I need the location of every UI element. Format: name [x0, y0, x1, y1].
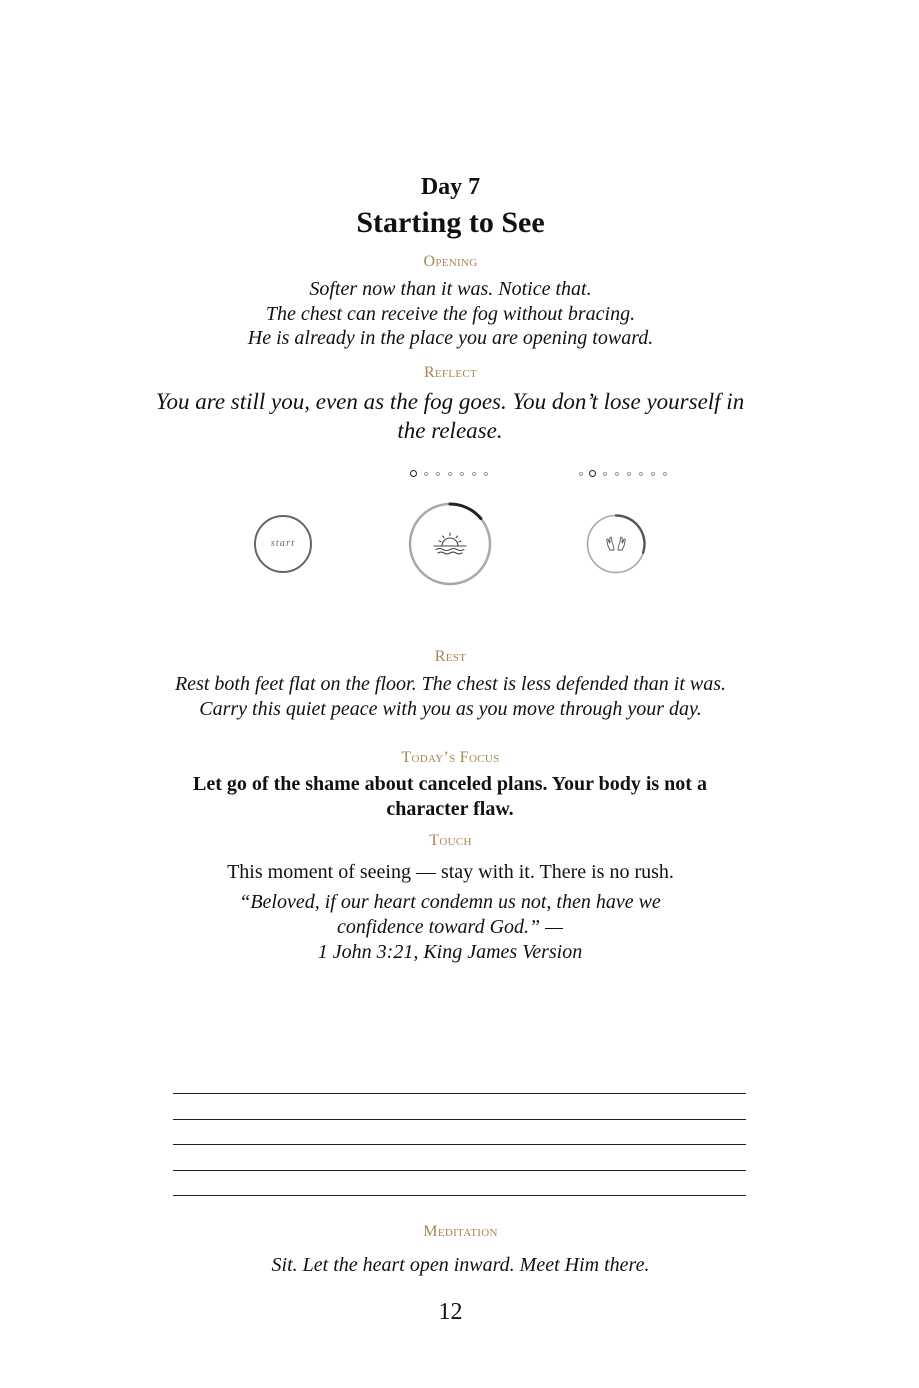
day-number: Day 7: [420, 174, 481, 200]
step-dot[interactable]: [651, 472, 655, 476]
meditation-text: Sit. Let the heart open inward. Meet Him there.: [271, 1254, 650, 1276]
reflect-text: You are still you, even as the fog goes. You don’t lose yourself in the release.: [155, 389, 745, 443]
rest-line: Carry this quiet peace with you as you move through your day.: [199, 698, 702, 720]
opening-line: He is already in the place you are opening toward.: [247, 327, 654, 349]
focus-label: Today’s Focus: [401, 749, 500, 766]
scripture-verse: [200, 890, 700, 965]
journal-line[interactable]: [173, 1144, 746, 1145]
journal-line[interactable]: [173, 1119, 746, 1120]
sunrise-progress-ring: [408, 502, 492, 586]
journal-line[interactable]: [173, 1195, 746, 1196]
step-dot-active[interactable]: [589, 470, 596, 477]
start-button[interactable]: [254, 515, 312, 573]
rest-text: [0, 672, 910, 722]
step-dot[interactable]: [424, 472, 428, 476]
step-dot[interactable]: [436, 472, 440, 476]
step-dot[interactable]: [615, 472, 619, 476]
journal-line[interactable]: [173, 1170, 746, 1171]
step-dot[interactable]: [603, 472, 607, 476]
start-label: start: [270, 538, 296, 549]
page-title: Starting to See: [356, 206, 545, 239]
left-step-dots: [410, 470, 490, 478]
step-dot[interactable]: [627, 472, 631, 476]
prayer-progress-ring: [586, 514, 646, 574]
step-dot[interactable]: [484, 472, 488, 476]
step-dot-active[interactable]: [410, 470, 417, 477]
verse-line: “Beloved, if our heart condemn us not, then have we: [239, 891, 661, 913]
meditation-label: Meditation: [423, 1223, 498, 1240]
focus-text: Let go of the shame about canceled plans. Your body is not a character flaw.: [193, 773, 707, 820]
reflect-label: Reflect: [423, 364, 478, 381]
opening-label: Opening: [423, 253, 478, 270]
opening-line: Softer now than it was. Notice that.: [309, 278, 592, 300]
praying-hands-icon: [607, 537, 625, 550]
page-number: 12: [438, 1299, 463, 1325]
verse-citation: 1 John 3:21, King James Version: [317, 941, 583, 963]
verse-line: confidence toward God.” —: [337, 916, 563, 938]
right-step-dots: [577, 470, 657, 478]
touch-text: This moment of seeing — stay with it. There is no rush.: [227, 861, 674, 883]
rest-line: Rest both feet flat on the floor. The chest is less defended than it was.: [174, 673, 727, 695]
touch-label: Touch: [429, 832, 472, 849]
practice-controls: [0, 460, 919, 600]
step-dot[interactable]: [472, 472, 476, 476]
sunrise-practice-button[interactable]: [408, 502, 492, 586]
prayer-progress-arc: [616, 516, 645, 553]
step-dot[interactable]: [639, 472, 643, 476]
opening-line: The chest can receive the fog without bracing.: [265, 302, 636, 325]
opening-text: [0, 277, 910, 351]
prayer-practice-button[interactable]: [586, 514, 646, 574]
step-dot[interactable]: [448, 472, 452, 476]
sunrise-over-water-icon: [434, 533, 466, 554]
journal-line[interactable]: [173, 1093, 746, 1094]
sunrise-progress-arc: [450, 504, 481, 519]
step-dot[interactable]: [579, 472, 583, 476]
rest-label: Rest: [434, 648, 467, 665]
step-dot[interactable]: [663, 472, 667, 476]
step-dot[interactable]: [460, 472, 464, 476]
